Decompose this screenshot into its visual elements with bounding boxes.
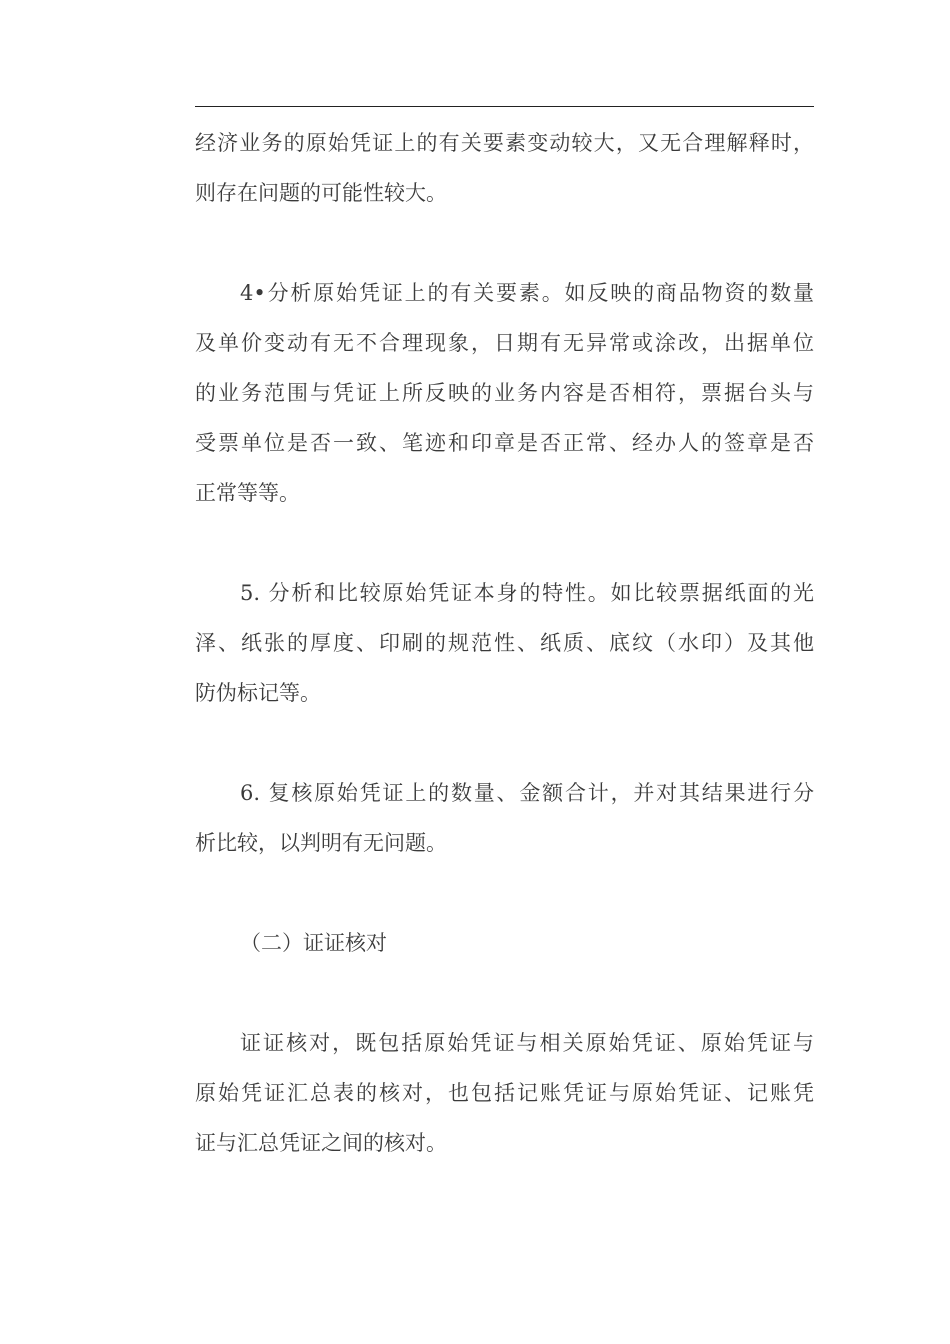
paragraph-gap bbox=[195, 518, 814, 568]
text-line: 的业务范围与凭证上所反映的业务内容是否相符，票据台头与 bbox=[195, 381, 814, 405]
text-line: 证与汇总凭证之间的核对。 bbox=[195, 1131, 447, 1155]
paragraph-item-4 bbox=[195, 268, 814, 518]
paragraph-item-5 bbox=[195, 568, 814, 718]
text-line: 经济业务的原始凭证上的有关要素变动较大，又无合理解释时， bbox=[195, 131, 814, 155]
text-line: 防伪标记等。 bbox=[195, 681, 321, 705]
paragraph-gap bbox=[195, 218, 814, 268]
paragraph-gap bbox=[195, 968, 814, 1018]
text-line: 原始凭证汇总表的核对，也包括记账凭证与原始凭证、记账凭 bbox=[195, 1081, 814, 1105]
paragraph-gap bbox=[195, 868, 814, 918]
paragraph-continuation bbox=[195, 118, 814, 218]
header-rule bbox=[195, 106, 814, 107]
document-body bbox=[195, 118, 814, 1168]
text-line: 则存在问题的可能性较大。 bbox=[195, 181, 447, 205]
text-line: 受票单位是否一致、笔迹和印章是否正常、经办人的签章是否 bbox=[195, 431, 814, 455]
text-line: 证证核对，既包括原始凭证与相关原始凭证、原始凭证与 bbox=[240, 1031, 814, 1055]
section-heading: （二）证证核对 bbox=[240, 931, 387, 955]
paragraph-item-6 bbox=[195, 768, 814, 868]
text-line: 正常等等。 bbox=[195, 481, 300, 505]
paragraph-gap bbox=[195, 718, 814, 768]
text-line: 及单价变动有无不合理现象，日期有无异常或涂改，出据单位 bbox=[195, 331, 814, 355]
text-line: 6. 复核原始凭证上的数量、金额合计，并对其结果进行分 bbox=[240, 781, 814, 805]
text-line: 泽、纸张的厚度、印刷的规范性、纸质、底纹（水印）及其他 bbox=[195, 631, 814, 655]
text-line: 5. 分析和比较原始凭证本身的特性。如比较票据纸面的光 bbox=[240, 581, 814, 605]
paragraph-voucher-check bbox=[195, 1018, 814, 1168]
text-line: 析比较，以判明有无问题。 bbox=[195, 831, 447, 855]
text-line: 4•分析原始凭证上的有关要素。如反映的商品物资的数量 bbox=[240, 281, 814, 305]
